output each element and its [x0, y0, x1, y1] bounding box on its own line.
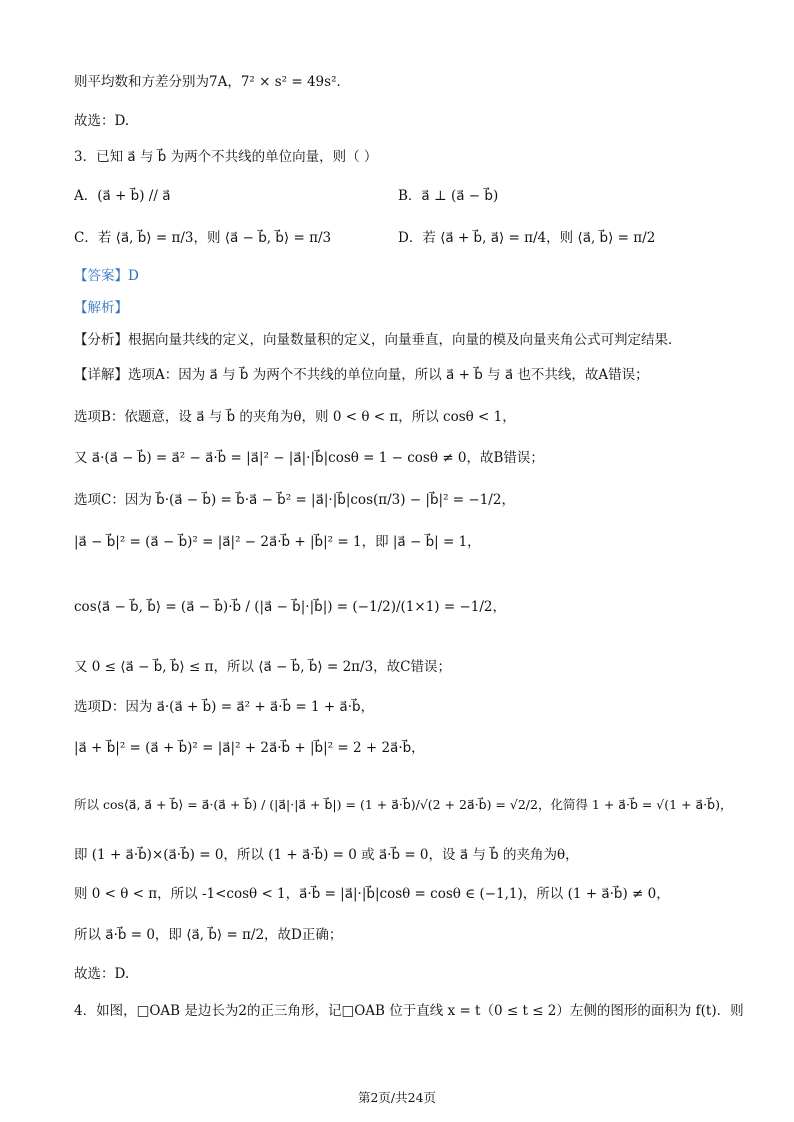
detail-c-line2: |a⃗ − b⃗|² = (a⃗ − b⃗)² = |a⃗|² − 2a⃗·b⃗ + |b⃗|² = 1，即 |a⃗ − b⃗| = 1， [74, 534, 481, 550]
line-mean-variance: 则平均数和方差分别为7A，7² × s² = 49s²． [74, 74, 350, 90]
detail-c-line4: 又 0 ≤ ⟨a⃗ − b⃗, b⃗⟩ ≤ π，所以 ⟨a⃗ − b⃗, b⃗⟩ = 2π/3，故C错误； [74, 659, 451, 675]
answer-tag: 【答案】D [74, 268, 139, 284]
detail-d-line6: 所以 a⃗·b⃗ = 0，即 ⟨a⃗, b⃗⟩ = π/2，故D正确； [74, 927, 343, 943]
detail-b-line1: 选项B：依题意，设 a⃗ 与 b⃗ 的夹角为θ，则 0 < θ < π，所以 cosθ < 1， [74, 409, 516, 425]
line-choose-prev: 故选：D. [74, 113, 130, 129]
detail-d-line2: |a⃗ + b⃗|² = (a⃗ + b⃗)² = |a⃗|² + 2a⃗·b⃗ + |b⃗|² = 2 + 2a⃗·b⃗， [74, 740, 425, 756]
detail-d-line4: 即 (1 + a⃗·b⃗)×(a⃗·b⃗) = 0，所以 (1 + a⃗·b⃗) = 0 或 a⃗·b⃗ = 0，设 a⃗ 与 b⃗ 的夹角为θ， [74, 847, 579, 863]
analysis-summary: 【分析】根据向量共线的定义，向量数量积的定义，向量垂直，向量的模及向量夹角公式可判定结果． [74, 332, 682, 348]
question-4-stem: 4．如图，□OAB 是边长为2的正三角形，记□OAB 位于直线 x = t（0 ≤ t ≤ 2）左侧的图形的面积为 f(t)．则 [74, 1003, 744, 1019]
detail-d-line3: 所以 cos⟨a⃗, a⃗ + b⃗⟩ = a⃗·(a⃗ + b⃗) / (|a⃗|·|a⃗ + b⃗|) = (1 + a⃗·b⃗)/√(2 + 2a⃗·b⃗) = √2/2，化简得 1 + a⃗·b⃗ = √(1 + a⃗·b⃗)， [74, 797, 733, 812]
page-number: 第2页/共24页 [357, 1090, 437, 1105]
detail-option-a: 【详解】选项A：因为 a⃗ 与 b⃗ 为两个不共线的单位向量，所以 a⃗ + b⃗ 与 a⃗ 也不共线，故A错误； [74, 367, 649, 383]
question-3-stem: 3．已知 a⃗ 与 b⃗ 为两个不共线的单位向量，则（ ） [74, 149, 378, 165]
option-a: A．(a⃗ + b⃗) // a⃗ [74, 188, 171, 204]
option-b: B．a⃗ ⊥ (a⃗ − b⃗) [398, 188, 499, 204]
line-choose-final: 故选：D. [74, 966, 130, 982]
detail-b-line2: 又 a⃗·(a⃗ − b⃗) = a⃗² − a⃗·b⃗ = |a⃗|² − |a⃗|·|b⃗|cosθ = 1 − cosθ ≠ 0，故B错误； [74, 450, 544, 466]
analysis-tag: 【解析】 [74, 300, 128, 316]
detail-c-line3: cos⟨a⃗ − b⃗, b⃗⟩ = (a⃗ − b⃗)·b⃗ / (|a⃗ − b⃗|·|b⃗|) = (−1/2)/(1×1) = −1/2， [74, 599, 506, 615]
detail-c-line1: 选项C：因为 b⃗·(a⃗ − b⃗) = b⃗·a⃗ − b⃗² = |a⃗|·|b⃗|cos(π/3) − |b⃗|² = −1/2， [74, 492, 515, 508]
option-c: C．若 ⟨a⃗, b⃗⟩ = π/3，则 ⟨a⃗ − b⃗, b⃗⟩ = π/3 [74, 230, 332, 246]
option-d: D．若 ⟨a⃗ + b⃗, a⃗⟩ = π/4，则 ⟨a⃗, b⃗⟩ = π/2 [398, 230, 656, 246]
detail-d-line5: 则 0 < θ < π，所以 -1<cosθ < 1，a⃗·b⃗ = |a⃗|·|b⃗|cosθ = cosθ ∈ (−1,1)，所以 (1 + a⃗·b⃗) ≠ 0， [74, 886, 670, 902]
detail-d-line1: 选项D：因为 a⃗·(a⃗ + b⃗) = a⃗² + a⃗·b⃗ = 1 + a⃗·b⃗， [74, 699, 375, 715]
